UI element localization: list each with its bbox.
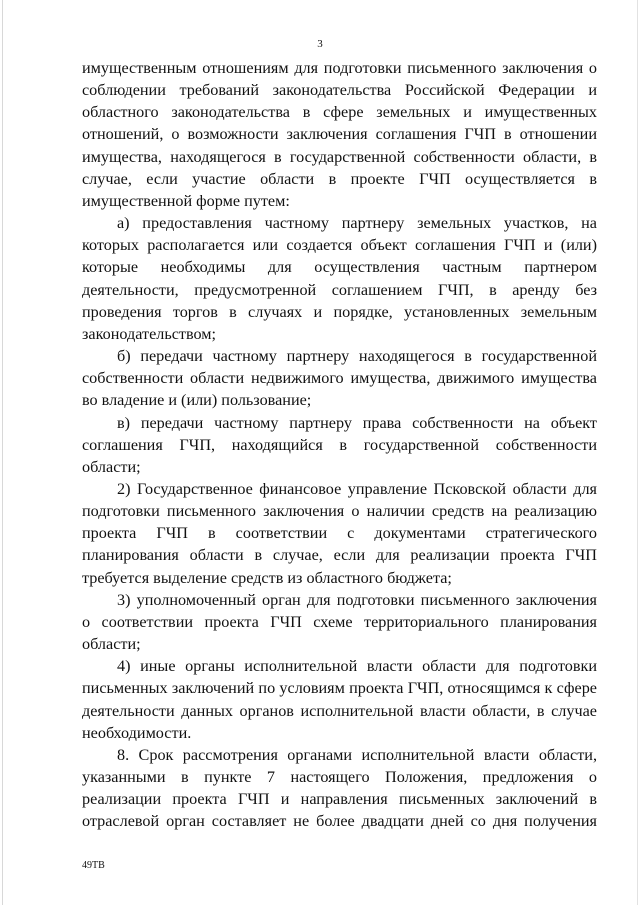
text-line: деятельности данных органов исполнительной власти области, в случае xyxy=(82,701,597,720)
text-line: реализации проекта ГЧП и направления письменных заключений в xyxy=(82,790,597,809)
text-line: отношений, о возможности заключения соглашения ГЧП в отношении xyxy=(82,125,597,144)
paragraph xyxy=(82,412,597,478)
text-line: о соответствии проекта ГЧП схеме территориального планирования xyxy=(82,612,597,631)
text-line: имущественной форме путем: xyxy=(82,191,290,210)
text-line: указанными в пункте 7 настоящего Положения, предложения о xyxy=(82,768,597,786)
text-line: области; xyxy=(82,635,141,654)
document-code: 49ТВ xyxy=(82,860,105,871)
paragraph xyxy=(82,589,597,655)
text-line: деятельности, предусмотренной соглашением ГЧП, в аренду без xyxy=(82,280,597,299)
page-edge-right xyxy=(637,0,638,905)
text-line: проекта ГЧП в соответствии с документами стратегического xyxy=(82,524,597,543)
text-line: 2) Государственное финансовое управление Псковской области для xyxy=(117,479,597,498)
text-line: областного законодательства в сфере земельных и имущественных xyxy=(82,103,597,122)
text-line: подготовки письменного заключения о наличии средств на реализацию xyxy=(82,502,597,521)
paragraph xyxy=(82,655,597,744)
text-line: а) предоставления частному партнеру земельных участков, на xyxy=(117,214,597,233)
text-line: 4) иные органы исполнительной власти области для подготовки xyxy=(117,657,597,676)
text-line: письменных заключений по условиям проекта ГЧП, относящимся к сфере xyxy=(82,679,597,698)
text-line: во владение и (или) пользование; xyxy=(82,391,312,410)
page-edge-left xyxy=(2,0,3,905)
text-line: случае, если участие области в проекте ГЧП осуществляется в xyxy=(82,169,597,188)
text-line: в) передачи частному партнеру права собственности на объект xyxy=(117,413,597,432)
paragraph xyxy=(82,744,597,833)
text-line: законодательством; xyxy=(82,324,217,343)
text-line: б) передачи частному партнеру находящегося в государственной xyxy=(117,347,597,366)
paragraph xyxy=(82,478,597,589)
text-line: области; xyxy=(82,457,141,476)
document-body xyxy=(82,57,597,832)
page-number: 3 xyxy=(317,38,323,50)
text-line: соблюдении требований законодательства Российской Федерации и xyxy=(82,81,597,100)
text-line: проведения торгов в случаях и порядке, установленных земельным xyxy=(82,302,597,321)
paragraph xyxy=(82,212,597,345)
text-line: соглашения ГЧП, находящийся в государственной собственности xyxy=(82,435,597,454)
text-line: необходимости. xyxy=(82,723,192,742)
text-line: планирования области в случае, если для реализации проекта ГЧП xyxy=(82,546,597,565)
text-line: имущественным отношениям для подготовки письменного заключения о xyxy=(82,59,597,77)
paragraph xyxy=(82,345,597,411)
text-line: 8. Срок рассмотрения органами исполнительной власти области, xyxy=(117,745,597,764)
text-line: собственности области недвижимого имущества, движимого имущества xyxy=(82,369,597,388)
paragraph xyxy=(82,57,597,212)
text-line: которых располагается или создается объект соглашения ГЧП и (или) xyxy=(82,236,597,255)
text-line: требуется выделение средств из областного бюджета; xyxy=(82,568,452,587)
text-line: отраслевой орган составляет не более двадцати дней со дня получения xyxy=(82,812,597,831)
text-line: 3) уполномоченный орган для подготовки письменного заключения xyxy=(117,590,597,609)
text-line: которые необходимы для осуществления частным партнером xyxy=(82,258,597,277)
text-line: имущества, находящегося в государственной собственности области, в xyxy=(82,147,597,166)
